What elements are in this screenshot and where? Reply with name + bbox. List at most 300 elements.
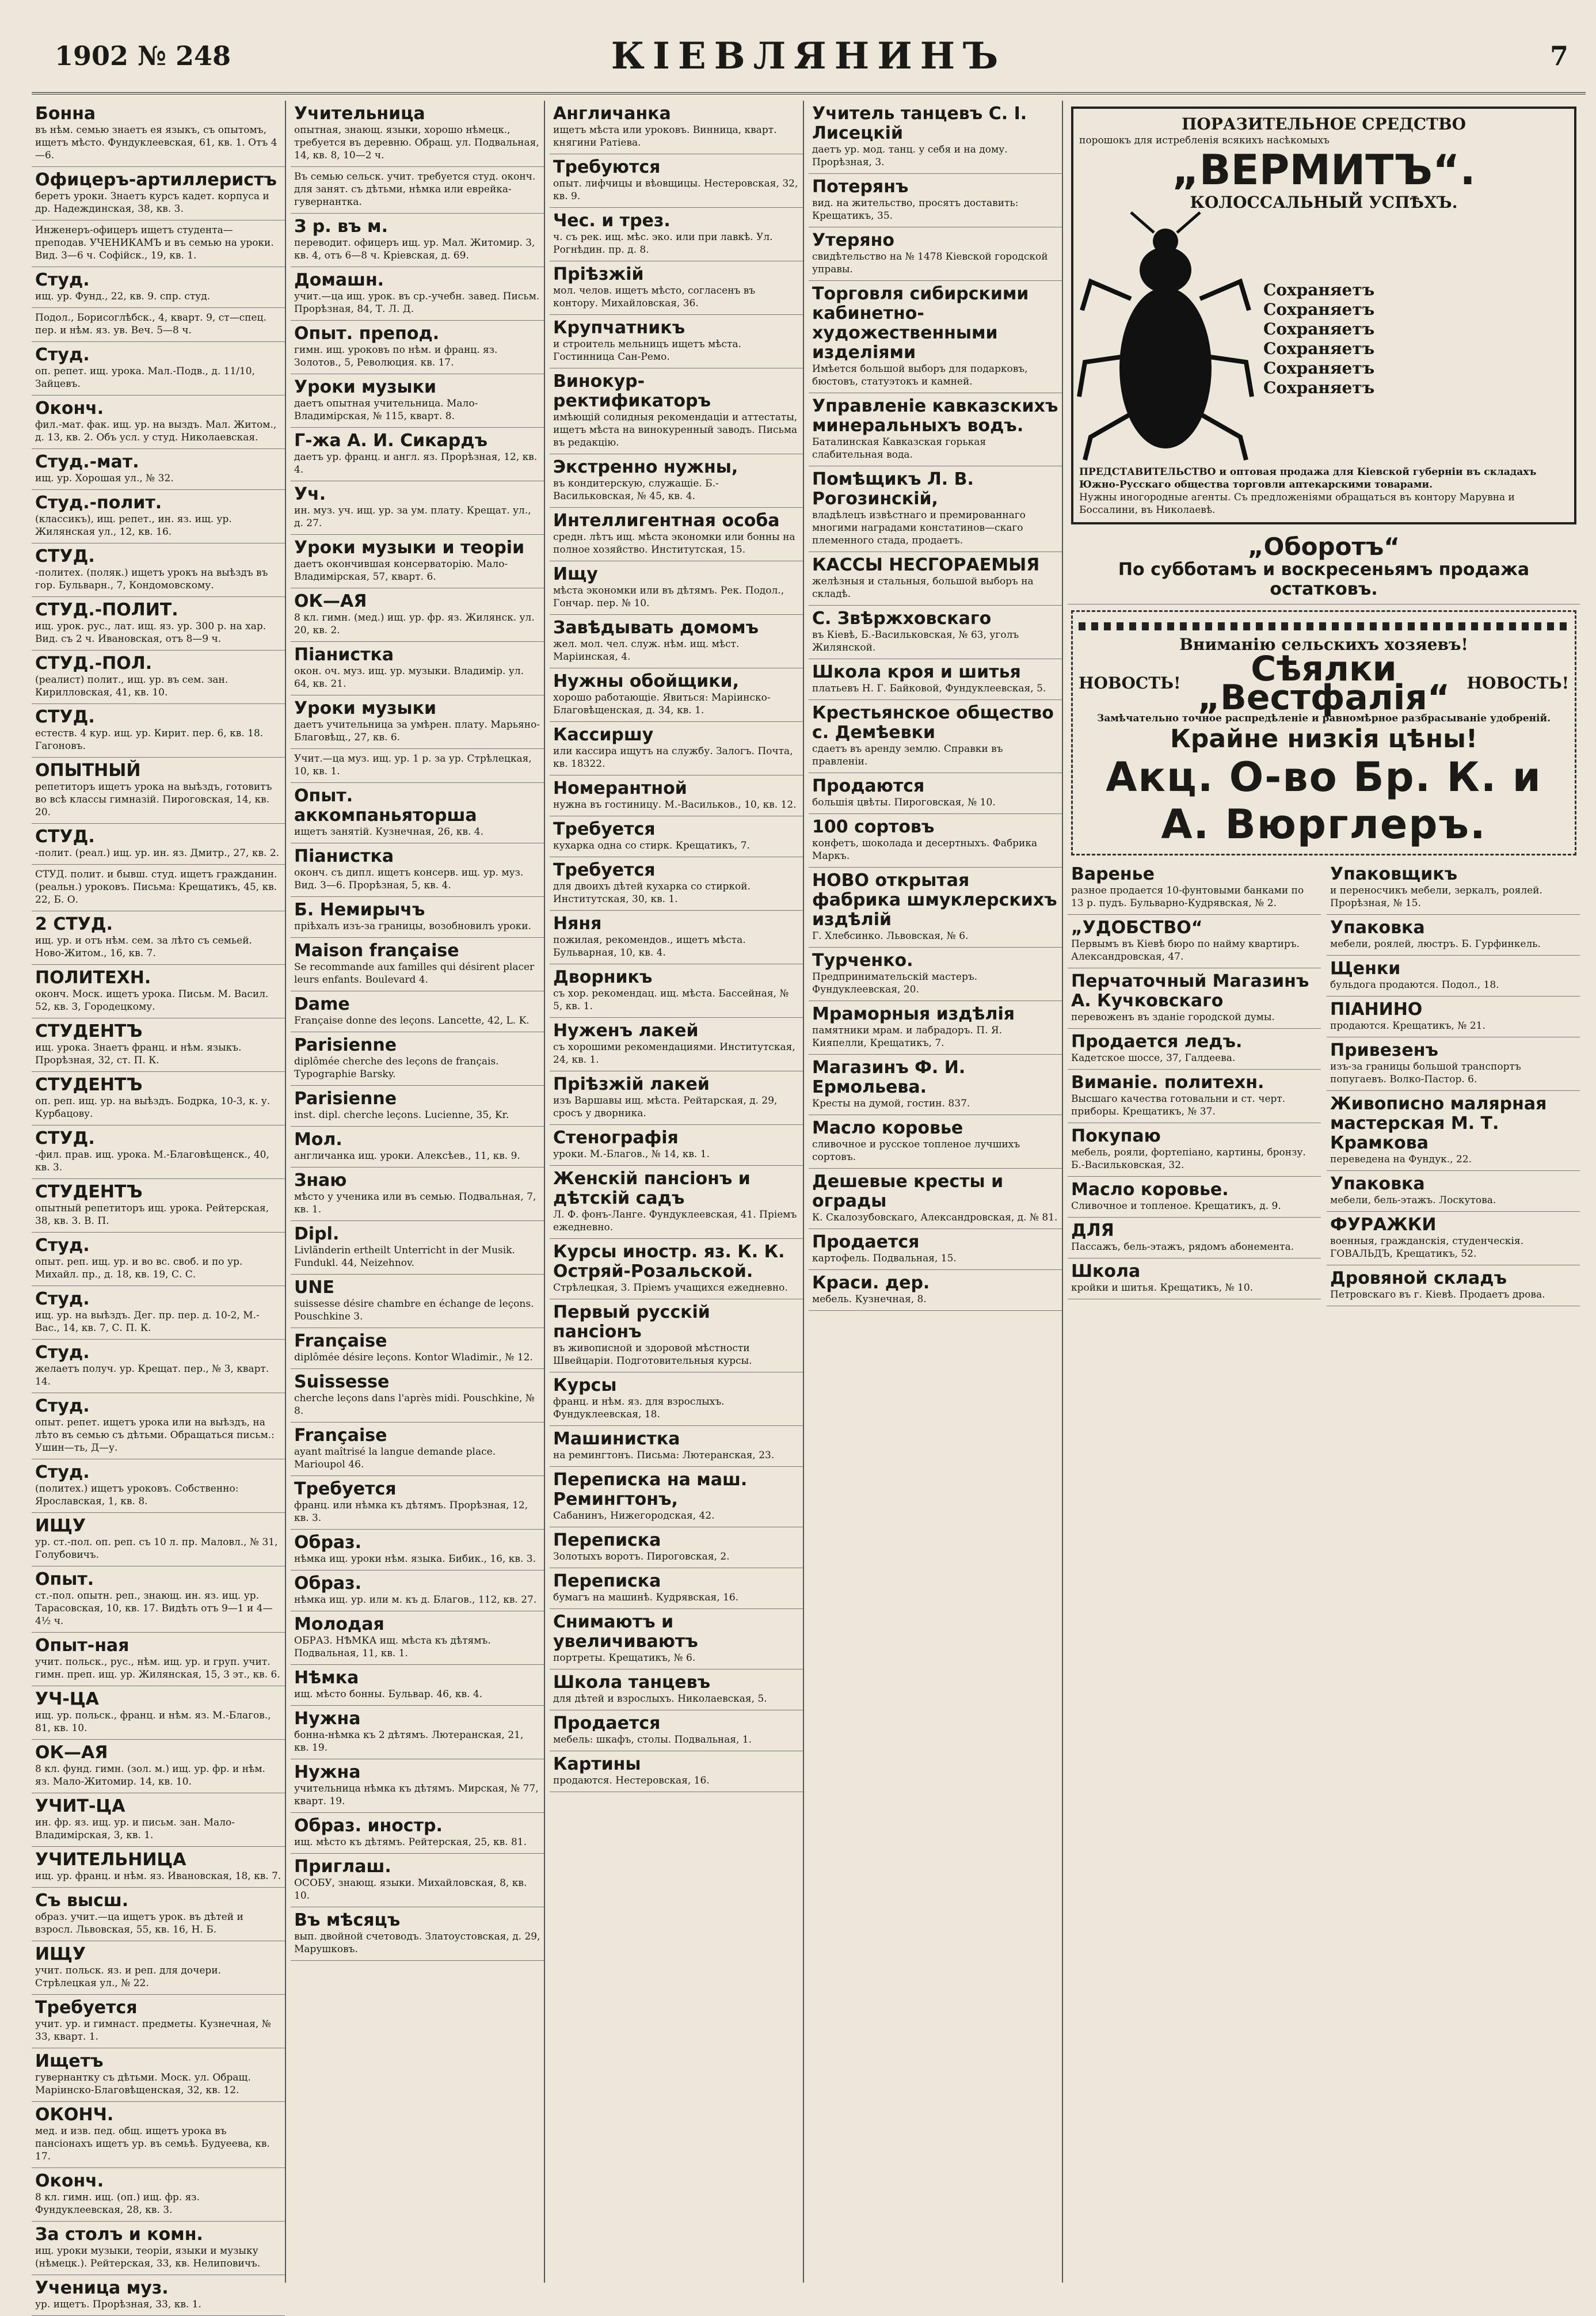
- ad-text: владѣлецъ извѣстнаго и премированнаго многими наградами констатинов—скаго племенного стада, продаетъ.: [812, 509, 1026, 546]
- classified-ad: [32, 267, 285, 308]
- classified-ad: [32, 395, 285, 449]
- ad-text: учит. ур. и гимнаст. предметы. Кузнечная, № 33, кварт. 1.: [35, 2018, 271, 2043]
- ad-heading: З р. въ м.: [294, 216, 388, 237]
- ad-text: опыт. репет. ищетъ урока или на выѣздъ, на лѣто въ семью съ дѣтьми. Обращаться письм.: Ушин—ть, Д—у.: [35, 1417, 275, 1454]
- ad-heading: Утеряно: [812, 230, 894, 250]
- classified-ad: [809, 1270, 1062, 1311]
- ad-heading: Молодая: [294, 1614, 384, 1634]
- classified-ad: [291, 1813, 544, 1854]
- ad-text: имѣющій солидныя рекомендаціи и аттестаты, ищетъ мѣста на винокуренный заводъ. Письма въ редакцію.: [553, 412, 798, 448]
- classified-ad: [291, 642, 544, 695]
- ad-text: разное продается 10-фунтовыми банками по 13 р. пудъ. Бульварно-Кудрявская, № 2.: [1071, 885, 1304, 909]
- ad-heading: Магазинъ Ф. И. Ермольева.: [812, 1058, 966, 1097]
- ad-text: ищ. ур. польск., франц. и нѣм. яз. М.-Благов., 81, кв. 10.: [35, 1710, 271, 1734]
- ad-text: даетъ учительница за умѣрен. плату. Марьяно-Благовѣщ., 27, кв. 6.: [294, 719, 540, 743]
- ad-text: Петровскаго въ г. Кіевѣ. Продаетъ дрова.: [1330, 1289, 1545, 1300]
- classified-ad: [550, 1125, 803, 1166]
- ad-heading: КАССЫ НЕСГОРАЕМЫЯ: [812, 555, 1040, 575]
- classified-ad: [32, 1018, 285, 1072]
- ad-text: мебель: шкафъ, столы. Подвальная, 1.: [553, 1734, 752, 1745]
- vermit-sub: порошокъ для истребленія всякихъ насѣкомыхъ: [1079, 135, 1330, 146]
- classified-ad: [550, 261, 803, 315]
- classified-ad: [1327, 1037, 1580, 1091]
- ad-text: -полит. (реал.) ищ. ур. ин. яз. Дмитр., 27, кв. 2.: [35, 847, 280, 859]
- ad-heading: Française: [294, 1425, 387, 1446]
- ad-heading: Женскій пансіонъ и дѣтскій садъ: [553, 1169, 751, 1208]
- ad-heading: Приглаш.: [294, 1857, 391, 1877]
- ad-heading: Г-жа А. И. Сикардъ: [294, 431, 488, 451]
- classified-ad: [291, 428, 544, 481]
- ad-text: cherche leçons dans l'après midi. Pouschkine, № 8.: [294, 1393, 535, 1417]
- classified-ad: [809, 1169, 1062, 1229]
- ad-heading: Покупаю: [1071, 1126, 1161, 1146]
- vermit-success: КОЛОССАЛЬНЫЙ УСПѢХЪ.: [1190, 193, 1458, 212]
- ad-text: Въ семью сельск. учит. требуется студ. оконч. для занят. съ дѣтьми, нѣмка или еврейка-гувернантка.: [294, 171, 536, 208]
- classified-ad: [32, 865, 285, 911]
- ad-text: и строитель мельницъ ищетъ мѣста. Гостинница Сан-Ремо.: [553, 339, 741, 363]
- vermit-save-3: Сохраняетъ: [1263, 320, 1375, 339]
- ad-text: ч. съ рек. ищ. мѣс. эко. или при лавкѣ. Ул. Рогнѣдин. пр. д. 8.: [553, 231, 773, 256]
- ad-heading: УЧ-ЦА: [35, 1689, 99, 1709]
- ad-text: мебели, роялей, люстръ. Б. Гурфинкель.: [1330, 938, 1541, 950]
- ad-heading: Переписка на маш. Ремингтонъ,: [553, 1470, 748, 1509]
- ad-heading: Продается: [812, 1232, 920, 1252]
- ad-text: Пассажъ, бель-этажъ, рядомъ абонемента.: [1071, 1241, 1294, 1253]
- classified-ad: [550, 668, 803, 722]
- classified-ad: [291, 749, 544, 783]
- seyalki-features: Замѣчательно точное распредѣленіе и равномѣрное разбрасываніе удобреній.: [1097, 713, 1551, 724]
- classified-ad: [32, 1941, 285, 1995]
- ad-text: ищ. мѣсто къ дѣтямъ. Рейтерская, 25, кв. 81.: [294, 1836, 527, 1848]
- classified-ad: [32, 1179, 285, 1233]
- ad-text: оп. репет. ищ. урока. Мал.-Подв., д. 11/10, Зайцевъ.: [35, 366, 256, 390]
- ad-heading: Дворникъ: [553, 967, 653, 987]
- ad-text: военныя, гражданскія, студенческія. ГОВАЛЬДЪ, Крещатикъ, 52.: [1330, 1235, 1523, 1260]
- classified-ad: [550, 816, 803, 857]
- ad-text: окон. оч. муз. ищ. ур. музыки. Владимір. ул. 64, кв. 21.: [294, 665, 524, 690]
- classified-ad: [550, 1751, 803, 1792]
- classified-ad: [809, 868, 1062, 948]
- classified-ad: [291, 1221, 544, 1275]
- ad-text: inst. dipl. cherche leçons. Lucienne, 35, Kr.: [294, 1109, 509, 1121]
- ad-text: даетъ ур. мод. танц. у себя и на дому. Прорѣзная, 3.: [812, 144, 1008, 168]
- ad-heading: Опыт-ная: [35, 1636, 129, 1656]
- classified-ad: [291, 1476, 544, 1530]
- seyalki-ad: [1071, 610, 1576, 855]
- ad-heading: Управленіе кавказскихъ минеральныхъ водъ.: [812, 396, 1058, 436]
- ad-heading: Піанистка: [294, 846, 394, 866]
- classified-ad: [291, 374, 544, 428]
- ad-text: Стрѣлецкая, 3. Пріемъ учащихся ежедневно.: [553, 1282, 788, 1294]
- ad-heading: Suissesse: [294, 1372, 390, 1392]
- ad-text: даетъ окончившая консерваторію. Мало-Владимірская, 57, кварт. 6.: [294, 558, 508, 583]
- classified-ad: [1068, 1070, 1321, 1123]
- ad-heading: Номерантной: [553, 778, 687, 798]
- classified-ad: [291, 1665, 544, 1706]
- classified-ad: [550, 315, 803, 368]
- ad-text: ищетъ занятій. Кузнечная, 26, кв. 4.: [294, 826, 483, 838]
- ad-text: нужна въ гостиницу. М.-Васильков., 10, кв. 12.: [553, 799, 797, 811]
- classified-ad: [32, 2222, 285, 2275]
- classified-ad: [32, 758, 285, 824]
- ad-heading: Масло коровье.: [1071, 1180, 1229, 1200]
- ad-text: (классикъ), ищ. репет., ин. яз. ищ. ур. Жилянская ул., 12, кв. 16.: [35, 514, 232, 538]
- classified-ad: [32, 1847, 285, 1888]
- vermit-brand: „ВЕРМИТЪ“.: [1172, 146, 1476, 194]
- classified-ad: [291, 1423, 544, 1476]
- classified-ad: [32, 1513, 285, 1566]
- ad-text: конфетъ, шоколада и десертныхъ. Фабрика Маркъ.: [812, 838, 1038, 862]
- ad-heading: Съ высш.: [35, 1891, 129, 1911]
- classified-ad: [291, 1328, 544, 1369]
- ad-heading: СТУД.: [35, 1128, 95, 1149]
- ad-text: Золотыхъ воротъ. Пироговская, 2.: [553, 1551, 730, 1562]
- ad-text: съ хор. рекомендац. ищ. мѣста. Бассейная, № 5, кв. 1.: [553, 988, 789, 1012]
- ad-text: мѣсто у ученика или въ семью. Подвальная, 7, кв. 1.: [294, 1191, 536, 1215]
- ad-text: вып. двойной счетоводъ. Златоустовская, д. 29, Марушковъ.: [294, 1931, 540, 1955]
- ad-heading: Студ.: [35, 1396, 90, 1416]
- classified-ad: [1068, 968, 1321, 1029]
- ad-heading: Продается: [553, 1713, 661, 1733]
- ad-text: съ хорошими рекомендациями. Институтская, 24, кв. 1.: [553, 1041, 795, 1066]
- ad-heading: НОВО открытая фабрика шмуклерскихъ издѣлій: [812, 870, 1057, 930]
- ad-heading: Чес. и трез.: [553, 211, 671, 231]
- classified-ad: [291, 1127, 544, 1167]
- ad-text: на ремингтонъ. Письма: Лютеранская, 23.: [553, 1450, 775, 1461]
- ad-heading: ОК—АЯ: [294, 591, 367, 611]
- ad-text: Подол., Борисоглѣбск., 4, кварт. 9, ст—спец. пер. и нѣм. яз. ув. Веч. 5—8 ч.: [35, 312, 266, 336]
- ad-heading: Опыт. препод.: [294, 324, 440, 344]
- ad-heading: С. Звѣржховскаго: [812, 609, 992, 629]
- classified-ad: [291, 1275, 544, 1328]
- page-number: 7: [1549, 40, 1568, 71]
- ad-heading: Курсы: [553, 1375, 617, 1395]
- ad-text: даетъ ур. франц. и англ. яз. Прорѣзная, 12, кв. 4.: [294, 451, 538, 476]
- ad-heading: Школа танцевъ: [553, 1672, 711, 1693]
- ad-text: опытная, знающ. языки, хорошо нѣмецк., требуется въ деревню. Обращ. ул. Подвальная, 14, кв. 8, 10—2 ч.: [294, 124, 539, 161]
- ad-heading: Первый русскій пансіонъ: [553, 1302, 710, 1342]
- classified-ad: [32, 1286, 285, 1340]
- ad-text: гимн. ищ. уроковъ по нѣм. и франц. яз. Золотов., 5, Революция. кв. 17.: [294, 344, 498, 368]
- ad-text: учительница нѣмка къ дѣтямъ. Мирская, № 77, кварт. 19.: [294, 1783, 539, 1807]
- ad-heading: Въ мѣсяцъ: [294, 1910, 401, 1930]
- ad-text: продаются. Крещатикъ, № 21.: [1330, 1020, 1485, 1032]
- classified-ad: [550, 775, 803, 816]
- ad-heading: Турченко.: [812, 950, 913, 971]
- ad-text: даетъ опытная учительница. Мало-Владимірская, № 115, кварт. 8.: [294, 398, 478, 422]
- ad-heading: Школа: [1071, 1261, 1141, 1281]
- ad-text: оконч. съ дипл. ищетъ консерв. ищ. ур. муз. Вид. 3—6. Прорѣзная, 5, кв. 4.: [294, 867, 524, 891]
- ad-heading: Офицеръ-артиллеристъ: [35, 170, 277, 190]
- ad-heading: Оконч.: [35, 2171, 104, 2191]
- classified-ad: [809, 174, 1062, 227]
- classified-ad: [32, 1633, 285, 1686]
- classified-ad: [550, 368, 803, 454]
- ad-text: ин. муз. уч. ищ. ур. за ум. плату. Крещат. ул., д. 27.: [294, 505, 531, 529]
- classified-ad: [32, 1793, 285, 1847]
- seyalki-intro: Вниманію сельскихъ хозяевъ!: [1179, 635, 1468, 654]
- ad-text: опытный репетиторъ ищ. урока. Рейтерская, 38, кв. 3. В. П.: [35, 1203, 269, 1227]
- ad-text: желаетъ получ. ур. Крещат. пер., № 3, кварт. 14.: [35, 1363, 269, 1387]
- classified-ad: [291, 843, 544, 897]
- ad-text: въ живописной и здоровой мѣстности Швейцаріи. Подготовительныя курсы.: [553, 1343, 752, 1367]
- ad-text: ст.-пол. опытн. реп., знающ. ин. яз. ищ. ур. Тарасовская, 10, кв. 17. Видѣть отъ 9—1 и 4—4½ ч.: [35, 1590, 273, 1627]
- ad-text: большія цвѣты. Пироговская, № 10.: [812, 797, 996, 808]
- ad-text: бонна-нѣмка къ 2 дѣтямъ. Лютеранская, 21, кв. 19.: [294, 1729, 524, 1754]
- ad-text: ищ. ур. Хорошая ул., № 32.: [35, 473, 174, 484]
- classified-ad: [291, 1530, 544, 1570]
- ad-heading: Нужны обойщики,: [553, 671, 739, 691]
- classified-ad: [550, 615, 803, 668]
- ad-text: свидѣтельство на № 1478 Кіевской городской управы.: [812, 251, 1048, 275]
- classified-ad: [550, 561, 803, 615]
- ad-heading: Переписка: [553, 1530, 661, 1550]
- column-4: [809, 101, 1063, 2283]
- classified-ad: [550, 1670, 803, 1710]
- ad-heading: Образ. иностр.: [294, 1816, 443, 1836]
- classified-ad: [809, 466, 1062, 552]
- ad-heading: Англичанка: [553, 104, 671, 124]
- classified-ad: [32, 1072, 285, 1125]
- ad-text: учит. польск. яз. и реп. для дочери. Стрѣлецкая ул., № 22.: [35, 1965, 221, 1989]
- classified-ad: [32, 449, 285, 490]
- classified-ad: [291, 481, 544, 535]
- ad-text: ОСОБУ, знающ. языки. Михайловская, 8, кв. 10.: [294, 1877, 527, 1902]
- ad-heading: Уч.: [294, 484, 326, 504]
- ad-heading: Кассиршу: [553, 725, 654, 745]
- classified-ad: [550, 1071, 803, 1125]
- ad-text: хорошо работающіе. Явиться: Маріинско-Благовѣщенская, д. 34, кв. 1.: [553, 692, 771, 716]
- classified-ad: [291, 588, 544, 642]
- ad-heading: Курсы иностр. яз. К. К. Остряй-Розальской.: [553, 1242, 785, 1281]
- classified-ad: [291, 897, 544, 938]
- ad-text: ур. ищетъ. Прорѣзная, 33, кв. 1.: [35, 2299, 201, 2310]
- classified-ad: [550, 1018, 803, 1071]
- classified-ad: [32, 1125, 285, 1179]
- classified-ad: [32, 1459, 285, 1513]
- seyalki-name: Сѣялки „Вестфалія“: [1197, 649, 1450, 718]
- classified-ad: [809, 281, 1062, 393]
- ad-text: Livländerin ertheilt Unterricht in der Musik. Fundukl. 44, Neizehnov.: [294, 1245, 515, 1269]
- ad-text: 8 кл. гимн. ищ. (оп.) ищ. фр. яз. Фундуклеевская, 28, кв. 3.: [35, 2192, 200, 2216]
- classified-ad: [32, 1740, 285, 1793]
- classified-ad: [1327, 956, 1580, 997]
- classified-ad: [550, 964, 803, 1018]
- ad-heading: Упаковка: [1330, 1174, 1425, 1194]
- classified-ad: [1327, 1265, 1580, 1306]
- ad-heading: Française: [294, 1331, 387, 1351]
- ad-heading: СТУД.-ПОЛИТ.: [35, 600, 178, 620]
- ad-text: и переносчикъ мебели, зеркалъ, роялей. Прорѣзная, № 15.: [1330, 885, 1542, 909]
- ad-text: сдаетъ въ аренду землю. Справки въ правленіи.: [812, 743, 1003, 767]
- ad-text: пожилая, рекомендов., ищетъ мѣста. Бульварная, 10, кв. 4.: [553, 934, 746, 959]
- ad-text: Высшаго качества готовальни и ст. черт. приборы. Крещатикъ, № 37.: [1071, 1093, 1286, 1117]
- ad-heading: Б. Немирычъ: [294, 900, 425, 920]
- classified-ad: [32, 651, 285, 704]
- ad-text: diplômée désire leçons. Kontor Wladimir., № 12.: [294, 1352, 533, 1363]
- ad-heading: Студ.: [35, 1235, 90, 1256]
- ad-text: ищ. ур. и отъ нѣм. сем. за лѣто съ семьей. Ново-Житом., 16, кв. 7.: [35, 935, 252, 959]
- ad-heading: Ученица муз.: [35, 2278, 169, 2298]
- ad-text: опыт. реп. ищ. ур. и во вс. своб. и по ур. Михайл. пр., д. 18, кв. 19, С. С.: [35, 1256, 243, 1280]
- ad-text: въ нѣм. семью знаетъ ея языкъ, съ опытомъ, ищетъ мѣсто. Фундуклеевская, 61, кв. 1. Отъ 4—6.: [35, 124, 277, 161]
- ad-heading: Студ.: [35, 270, 90, 290]
- classified-ad: [32, 1233, 285, 1286]
- ad-heading: Учитель танцевъ С. І. Лисецкій: [812, 104, 1027, 143]
- ad-heading: Мол.: [294, 1130, 342, 1150]
- ad-heading: Уроки музыки: [294, 377, 437, 397]
- ad-heading: Дешевые кресты и ограды: [812, 1172, 1004, 1211]
- column-5: [1068, 101, 1580, 2283]
- classified-ad: [32, 597, 285, 651]
- ad-heading: Знаю: [294, 1170, 347, 1191]
- ad-text: продаются. Нестеровская, 16.: [553, 1775, 710, 1786]
- seyalki-prices: Крайне низкія цѣны!: [1170, 724, 1478, 754]
- issue-number: 1902 № 248: [55, 40, 231, 71]
- ad-heading: Требуются: [553, 157, 661, 177]
- classified-ad: [291, 1854, 544, 1907]
- ad-text: ур. ст.-пол. оп. реп. съ 10 л. пр. Маловл., № 31, Голубовичъ.: [35, 1537, 278, 1561]
- classified-ad: [32, 2168, 285, 2222]
- ad-text: Л. Ф. фонъ-Ланге. Фундуклеевская, 41. Пріемъ ежедневно.: [553, 1209, 797, 1233]
- classified-ad: [550, 1568, 803, 1609]
- ad-heading: Торговля сибирскими кабинетно-художественными изделіями: [812, 284, 1029, 363]
- ad-text: уроки. М.-Благов., № 14, кв. 1.: [553, 1149, 710, 1160]
- ad-text: Кадетское шоссе, 37, Галдеева.: [1071, 1052, 1236, 1064]
- ad-text: франц. и нѣм. яз. для взрослыхъ. Фундуклеевская, 18.: [553, 1396, 725, 1420]
- ad-heading: Варенье: [1071, 864, 1155, 884]
- ad-heading: Щенки: [1330, 959, 1401, 979]
- vermit-save-5: Сохраняетъ: [1263, 359, 1375, 378]
- classified-ad: [809, 659, 1062, 700]
- ad-text: или кассира ищутъ на службу. Залогъ. Почта, кв. 18322.: [553, 746, 793, 770]
- vermit-save-2: Сохраняетъ: [1263, 300, 1375, 319]
- classified-ad: [32, 965, 285, 1018]
- column-1: [32, 101, 286, 2310]
- ad-heading: ПОЛИТЕХН.: [35, 968, 151, 988]
- classified-ad: [291, 991, 544, 1032]
- ad-heading: ПІАНИНО: [1330, 999, 1423, 1020]
- oborot-text: По субботамъ и воскресеньямъ продажа остатковъ.: [1118, 560, 1530, 599]
- ad-heading: СТУДЕНТЪ: [35, 1021, 143, 1041]
- ad-text: ищ. урок. рус., лат. ищ. яз. ур. 300 р. на хар. Вид. съ 2 ч. Ивановская, отъ 8—9 ч.: [35, 621, 266, 645]
- ad-text: переведена на Фундук., 22.: [1330, 1154, 1472, 1165]
- ad-heading: Студ.: [35, 1462, 90, 1482]
- ad-text: Предпринимательскій мастеръ. Фундуклеевская, 20.: [812, 971, 978, 995]
- classified-ad: [809, 1055, 1062, 1115]
- classified-ad: [550, 508, 803, 561]
- ad-heading: Потерянъ: [812, 177, 909, 197]
- ad-text: мол. челов. ищетъ мѣсто, согласенъ въ контору. Михайловская, 36.: [553, 285, 756, 309]
- classified-ad: [809, 700, 1062, 773]
- classified-ad: [291, 101, 544, 167]
- ad-heading: Нѣмка: [294, 1668, 359, 1688]
- classified-ad: [1068, 861, 1321, 915]
- ad-text: Имѣется большой выборъ для подарковъ, бюстовъ, статуэтокъ и камней.: [812, 363, 1028, 387]
- ad-heading: Стенографія: [553, 1128, 679, 1148]
- vermit-save-6: Сохраняетъ: [1263, 378, 1375, 397]
- classified-ad: [291, 783, 544, 843]
- ad-heading: Перчаточный Магазинъ А. Кучковскаго: [1071, 971, 1309, 1011]
- ad-heading: СТУД.: [35, 707, 95, 727]
- classified-ad: [809, 1001, 1062, 1055]
- classified-ad: [291, 1907, 544, 1961]
- ad-heading: Картины: [553, 1754, 641, 1774]
- ad-heading: ИЩУ: [35, 1944, 86, 1964]
- decor-border: [1079, 622, 1569, 630]
- ad-heading: Винокур-ректификаторъ: [553, 371, 711, 411]
- ad-heading: Студ.: [35, 345, 90, 365]
- ad-text: учит.—ца ищ. урок. въ ср.-учебн. завед. Письм. Прорѣзная, 84, Т. Л. Д.: [294, 291, 540, 315]
- ad-heading: СТУД.: [35, 827, 95, 847]
- ad-text: нѣмка ищ. ур. или м. къ д. Благов., 112, кв. 27.: [294, 1594, 537, 1606]
- ad-text: ищ. ур. Фунд., 22, кв. 9. спр. студ.: [35, 291, 211, 302]
- ad-heading: Требуется: [553, 819, 656, 839]
- ad-text: Сливочное и топленое. Крещатикъ, д. 9.: [1071, 1200, 1281, 1212]
- classified-ad: [291, 938, 544, 991]
- ad-text: Сабанинъ, Нижегородская, 42.: [553, 1510, 715, 1522]
- ad-text: Баталинская Кавказская горькая слабительная вода.: [812, 436, 986, 461]
- ad-text: опыт. лифчицы и вѣовщицы. Нестеровская, 32, кв. 9.: [553, 178, 798, 202]
- classified-ad: [32, 1686, 285, 1740]
- classified-ad: [809, 606, 1062, 659]
- ad-text: ayant maîtrisé la langue demande place. Marioupol 46.: [294, 1446, 496, 1470]
- classified-ad: [291, 167, 544, 214]
- classified-ad: [291, 1570, 544, 1611]
- ad-heading: ОКОНЧ.: [35, 2105, 114, 2125]
- ad-text: для дѣтей и взрослыхъ. Николаевская, 5.: [553, 1693, 767, 1705]
- ad-heading: Няня: [553, 914, 602, 934]
- classified-ad: [809, 948, 1062, 1001]
- ad-heading: Dame: [294, 994, 350, 1014]
- ad-text: Se recommande aux familles qui désirent placer leurs enfants. Boulevard 4.: [294, 961, 535, 986]
- ad-heading: Домашн.: [294, 270, 384, 290]
- seyalki-firm: Акц. О-во Бр. К. и А. Вюрглеръ.: [1106, 754, 1542, 848]
- classified-ad: [1327, 1171, 1580, 1212]
- ad-text: жел. мол. чел. служ. нѣм. ищ. мѣст. Маріинская, 4.: [553, 638, 740, 663]
- classified-ad: [291, 1611, 544, 1665]
- classified-ad: [32, 911, 285, 965]
- ad-heading: За столъ и комн.: [35, 2224, 203, 2245]
- ad-text: оп. реп. ищ. ур. на выѣздъ. Бодрка, 10-3, к. у. Курбацову.: [35, 1096, 271, 1120]
- ad-heading: ОК—АЯ: [35, 1743, 108, 1763]
- ad-text: (реалист) полит., ищ. ур. въ сем. зан. Кирилловская, 41, кв. 10.: [35, 674, 228, 698]
- ad-heading: Нуженъ лакей: [553, 1021, 699, 1041]
- ad-text: кройки и шитья. Крещатикъ, № 10.: [1071, 1282, 1254, 1294]
- column-5-small-ads: [1068, 861, 1580, 1306]
- ad-text: Française donne des leçons. Lancette, 42, L. K.: [294, 1015, 530, 1026]
- oborot-title: „Оборотъ“: [1248, 533, 1400, 561]
- ad-text: СТУД. полит. и бывш. студ. ищетъ гражданин. (реальн.) уроковъ. Письма: Крещатикъ, 45, кв. 22, Б. О.: [35, 869, 277, 906]
- ad-text: для двоихъ дѣтей кухарка со стиркой. Институтская, 30, кв. 1.: [553, 881, 751, 905]
- classified-ad: [32, 1340, 285, 1393]
- vermit-save-1: Сохраняетъ: [1263, 280, 1375, 299]
- ad-heading: Снимаютъ и увеличиваютъ: [553, 1612, 698, 1652]
- ad-text: желѣзныя и стальныя, большой выборъ на складѣ.: [812, 576, 1034, 600]
- classified-ad: [1068, 1029, 1321, 1070]
- classified-ad: [809, 814, 1062, 868]
- classified-ad: [291, 535, 544, 588]
- beetle-icon: [1079, 218, 1252, 460]
- ad-heading: UNE: [294, 1277, 334, 1298]
- classified-ad: [550, 1467, 803, 1527]
- ad-heading: Студ.-полит.: [35, 493, 162, 513]
- ad-text: ищ. ур. на выѣздъ. Дег. пр. пер. д. 10-2, М.-Вас., 14, кв. 7, С. П. К.: [35, 1310, 260, 1334]
- ad-text: въ кондитерскую, служащіе. Б.-Васильковская, № 45, кв. 4.: [553, 478, 719, 502]
- ad-text: въ Кіевѣ, Б.-Васильковская, № 63, уголъ Жилянской.: [812, 629, 1019, 653]
- ad-text: ОБРАЗ. НѢМКА ищ. мѣста къ дѣтямъ. Подвальная, 11, кв. 1.: [294, 1635, 491, 1659]
- ad-heading: Parisienne: [294, 1089, 397, 1109]
